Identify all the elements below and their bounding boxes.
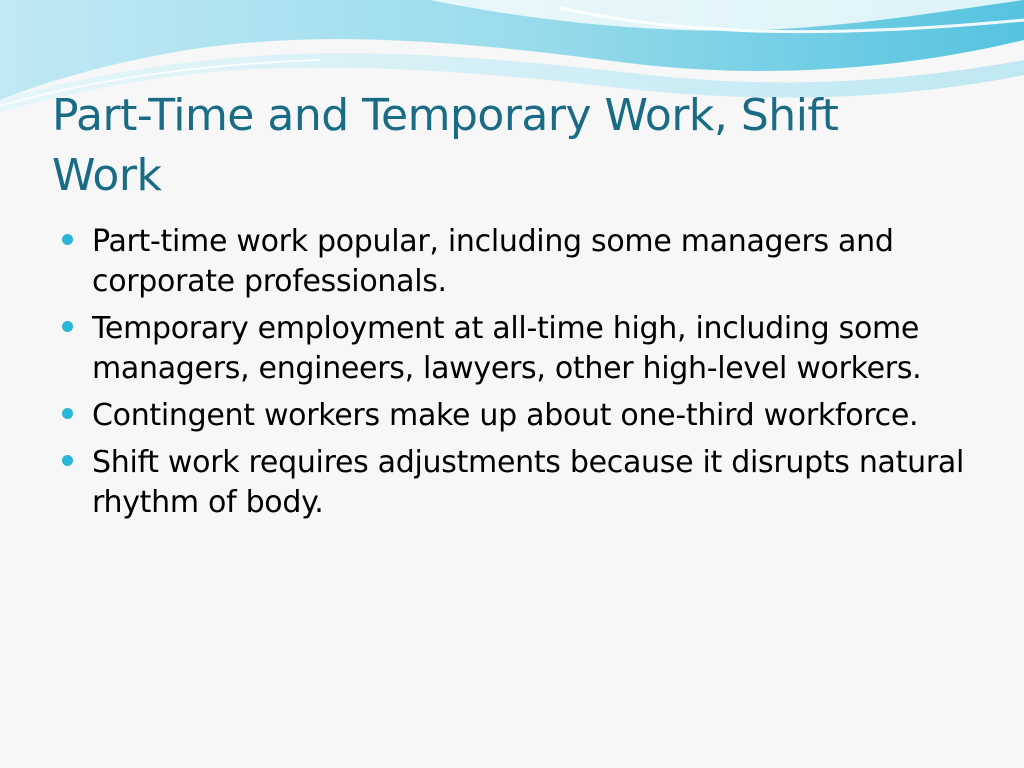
bullet-text: Temporary employment at all-time high, including some managers, engineers, lawyers, other high-level workers. — [92, 311, 922, 386]
bullet-text: Contingent workers make up about one-third workforce. — [92, 398, 919, 433]
bullet-item — [62, 443, 972, 523]
bullet-item — [62, 309, 972, 389]
bullet-list — [62, 222, 972, 530]
bullet-dot-icon — [62, 408, 73, 419]
slide-title: Part-Time and Temporary Work, Shift Work — [52, 90, 839, 201]
bullet-dot-icon — [62, 234, 73, 245]
bullet-item — [62, 222, 972, 302]
bullet-dot-icon — [62, 455, 73, 466]
bullet-text: Part-time work popular, including some managers and corporate professionals. — [92, 224, 894, 299]
bullet-text: Shift work requires adjustments because it disrupts natural rhythm of body. — [92, 445, 964, 520]
bullet-item — [62, 396, 972, 436]
bullet-dot-icon — [62, 321, 73, 332]
